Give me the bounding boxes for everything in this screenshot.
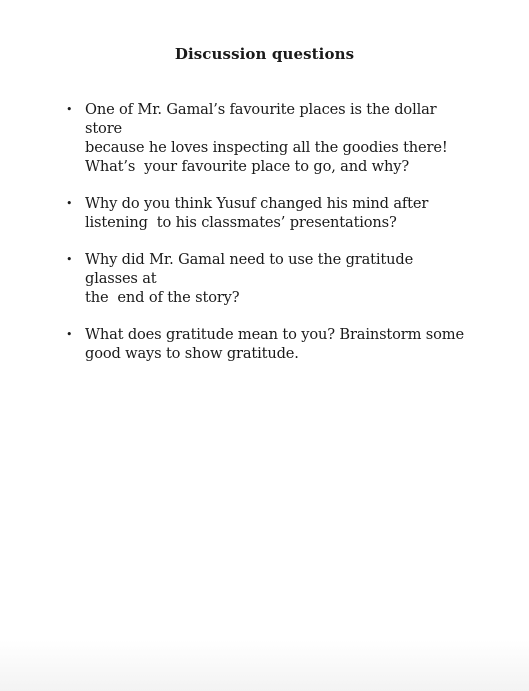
- page-title: Discussion questions: [174, 45, 355, 63]
- question-text: Why do you think Yusuf changed his mind after listening to his classmates’ presentations?: [85, 195, 429, 231]
- bullet-icon: •: [66, 197, 73, 210]
- list-item: [66, 100, 466, 176]
- list-item: [66, 250, 466, 307]
- list-item: [66, 194, 466, 232]
- list-item: [66, 325, 466, 363]
- bullet-icon: •: [66, 253, 73, 266]
- bullet-icon: •: [66, 103, 73, 116]
- bullet-icon: •: [66, 328, 73, 341]
- discussion-question-list: [66, 100, 466, 381]
- question-text: What does gratitude mean to you? Brainstorm some good ways to show gratitude.: [85, 326, 464, 362]
- question-text: One of Mr. Gamal’s favourite places is the dollar store because he loves inspecting all the goodies there! What’s your favourite place to go, and why?: [85, 101, 448, 175]
- question-text: Why did Mr. Gamal need to use the gratitude glasses at the end of the story?: [85, 251, 414, 306]
